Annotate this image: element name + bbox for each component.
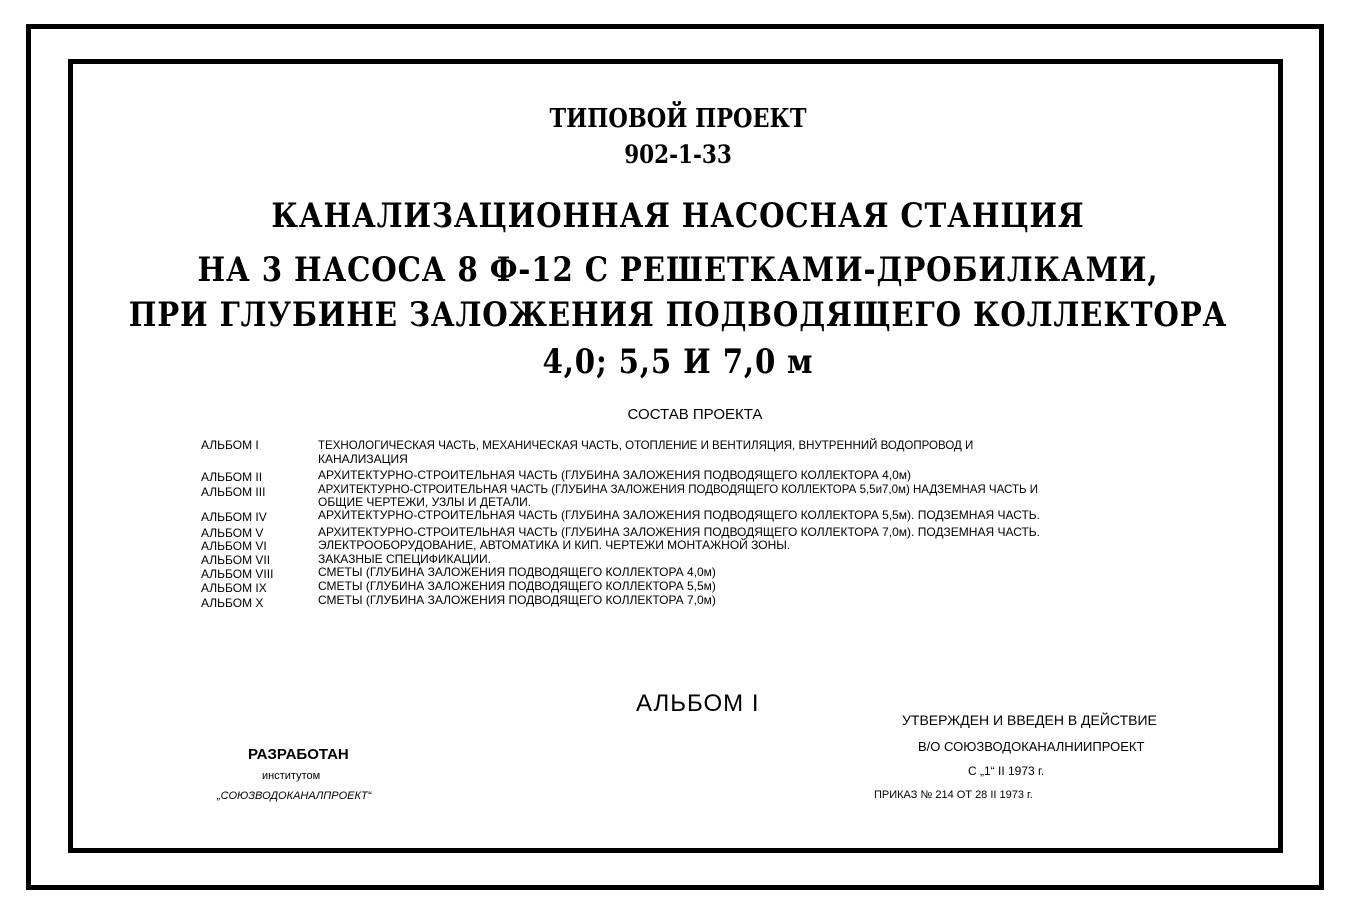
project-number: 902-1-33 (624, 140, 732, 169)
album-label: АЛЬБОМ VI (201, 539, 267, 553)
approval-organization: В/О СОЮЗВОДОКАНАЛНИИПРОЕКТ (918, 739, 1145, 754)
title-line-3: ПРИ ГЛУБИНЕ ЗАЛОЖЕНИЯ ПОДВОДЯЩЕГО КОЛЛЕКТОРА (128, 295, 1228, 335)
album-description: АРХИТЕКТУРНО-СТРОИТЕЛЬНАЯ ЧАСТЬ (ГЛУБИНА ЗАЛОЖЕНИЯ ПОДВОДЯЩЕГО КОЛЛЕКТОРА 5,5м). ПОДЗЕМНАЯ ЧАСТЬ. (318, 508, 1041, 522)
developer-heading: РАЗРАБОТАН (248, 746, 349, 763)
album-label: АЛЬБОМ X (201, 596, 264, 610)
approval-order: ПРИКАЗ № 214 ОТ 28 II 1973 г. (874, 789, 1033, 801)
inner-frame (68, 59, 1283, 853)
current-album-label: АЛЬБОМ I (636, 690, 760, 717)
album-description: СМЕТЫ (ГЛУБИНА ЗАЛОЖЕНИЯ ПОДВОДЯЩЕГО КОЛЛЕКТОРА 4,0м) (318, 565, 716, 579)
album-label: АЛЬБОМ II (201, 470, 263, 484)
album-description: АРХИТЕКТУРНО-СТРОИТЕЛЬНАЯ ЧАСТЬ (ГЛУБИНА ЗАЛОЖЕНИЯ ПОДВОДЯЩЕГО КОЛЛЕКТОРА 7,0м). ПОДЗЕМНАЯ ЧАСТЬ. (318, 525, 1041, 539)
album-description: СМЕТЫ (ГЛУБИНА ЗАЛОЖЕНИЯ ПОДВОДЯЩЕГО КОЛЛЕКТОРА 5,5м) (318, 579, 716, 593)
album-label: АЛЬБОМ VIII (201, 567, 274, 581)
album-label: АЛЬБОМ IX (201, 581, 267, 595)
album-description: ЭЛЕКТРООБОРУДОВАНИЕ, АВТОМАТИКА И КИП. ЧЕРТЕЖИ МОНТАЖНОЙ ЗОНЫ. (318, 538, 791, 552)
album-label: АЛЬБОМ V (201, 526, 264, 540)
developer-by: институтом (262, 770, 321, 782)
album-description: ТЕХНОЛОГИЧЕСКАЯ ЧАСТЬ, МЕХАНИЧЕСКАЯ ЧАСТЬ, ОТОПЛЕНИЕ И ВЕНТИЛЯЦИЯ, ВНУТРЕННИЙ ВОДОПРОВОД И (318, 438, 974, 452)
album-description: СМЕТЫ (ГЛУБИНА ЗАЛОЖЕНИЯ ПОДВОДЯЩЕГО КОЛЛЕКТОРА 7,0м) (318, 593, 716, 607)
album-description: ЗАКАЗНЫЕ СПЕЦИФИКАЦИИ. (318, 552, 491, 566)
title-line-2: НА 3 НАСОСА 8 Ф-12 С РЕШЕТКАМИ-ДРОБИЛКАМИ, (197, 250, 1159, 290)
project-type-label: ТИПОВОЙ ПРОЕКТ (549, 104, 807, 134)
album-description-cont: КАНАЛИЗАЦИЯ (318, 452, 408, 466)
album-label: АЛЬБОМ VII (201, 553, 271, 567)
composition-heading: СОСТАВ ПРОЕКТА (627, 406, 763, 423)
album-description: АРХИТЕКТУРНО-СТРОИТЕЛЬНАЯ ЧАСТЬ (ГЛУБИНА ЗАЛОЖЕНИЯ ПОДВОДЯЩЕГО КОЛЛЕКТОРА 4,0м) (318, 468, 912, 482)
album-label: АЛЬБОМ I (201, 438, 259, 452)
approval-heading: УТВЕРЖДЕН И ВВЕДЕН В ДЕЙСТВИЕ (902, 712, 1157, 728)
title-line-1: КАНАЛИЗАЦИОННАЯ НАСОСНАЯ СТАНЦИЯ (271, 196, 1085, 236)
developer-institute: „СОЮЗВОДОКАНАЛПРОЕКТ“ (217, 790, 372, 802)
album-description: АРХИТЕКТУРНО-СТРОИТЕЛЬНАЯ ЧАСТЬ (ГЛУБИНА ЗАЛОЖЕНИЯ ПОДВОДЯЩЕГО КОЛЛЕКТОРА 5,5и7,0м) НАДЗЕМНАЯ ЧАСТЬ И (318, 482, 1039, 496)
approval-effective-date: С „1“ II 1973 г. (968, 764, 1045, 778)
album-description-cont: ОБЩИЕ ЧЕРТЕЖИ, УЗЛЫ И ДЕТАЛИ. (318, 495, 532, 509)
album-label: АЛЬБОМ IV (201, 510, 267, 524)
title-line-4: 4,0; 5,5 И 7,0 м (542, 342, 814, 382)
album-label: АЛЬБОМ III (201, 485, 266, 499)
